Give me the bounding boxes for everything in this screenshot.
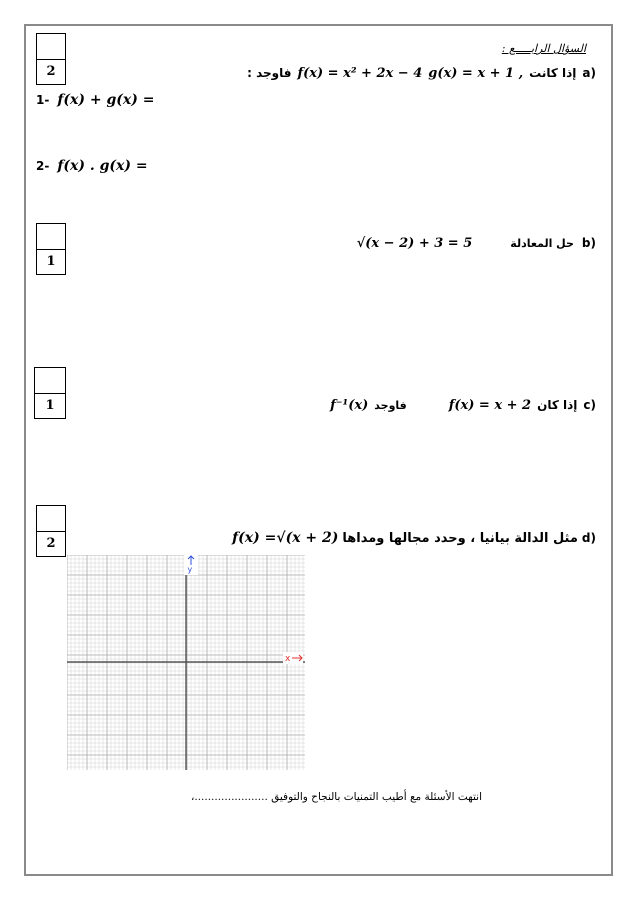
question-a-letter: a): [582, 66, 596, 80]
mark-box-b-value: 1: [46, 254, 56, 269]
x-axis-label: [283, 652, 303, 664]
question-a-f-expression: f(x) = x² + 2x − 4: [297, 66, 423, 81]
x-axis-label-text: x: [285, 654, 291, 664]
question-d-text: مثل الدالة بيانيا ، وحدد مجالها ومداها: [342, 531, 578, 546]
mark-box-a-empty: [37, 34, 65, 60]
question-a-sub1: [36, 92, 154, 108]
question-a-text: إذا كانت: [529, 66, 577, 80]
mark-box-a-value: 2: [46, 64, 56, 79]
mark-box-a: [36, 33, 66, 85]
question-c-expression: f(x) = x + 2: [448, 398, 532, 413]
question-a-sub2-expression: f(x) . g(x) =: [57, 158, 148, 174]
question-a-sub1-number: 1-: [36, 93, 50, 107]
footer-note: انتهت الأسئلة مع أطيب التمنيات بالنجاح والتوفيق ......................،: [190, 791, 482, 803]
graph-paper[interactable]: [67, 555, 305, 770]
y-axis-label-text: y: [187, 565, 193, 574]
question-heading: السؤال الرابـــــع :: [501, 42, 586, 55]
question-d-expression: f(x) =√(x + 2): [232, 530, 339, 546]
mark-box-d-value: 2: [46, 536, 56, 551]
question-a-sub2: [36, 158, 148, 174]
question-d-line: [232, 530, 596, 546]
question-b-text: حل المعادلة: [510, 237, 574, 250]
question-a-line: [247, 66, 596, 81]
mark-box-b: [36, 223, 66, 275]
mark-box-c-empty: [35, 368, 65, 394]
question-d-letter: d): [581, 531, 596, 545]
question-b-expression: √(x − 2) + 3 = 5: [356, 236, 473, 251]
mark-box-c: [34, 367, 66, 419]
mark-box-d: [36, 505, 66, 557]
question-c-inverse: f⁻¹(x): [330, 398, 369, 413]
question-c-letter: c): [583, 398, 596, 412]
y-axis-label: [184, 555, 198, 575]
question-c-line: [330, 398, 596, 413]
mark-box-c-value: 1: [45, 398, 55, 413]
mark-box-d-empty: [37, 506, 65, 532]
question-a-sub2-number: 2-: [36, 159, 50, 173]
question-a-g-expression: g(x) = x + 1 ,: [428, 66, 524, 81]
question-a-find: فاوجد :: [247, 66, 292, 80]
question-c-find: فاوجد: [374, 399, 407, 412]
mark-box-b-empty: [37, 224, 65, 250]
question-c-text: إذا كان: [537, 398, 578, 412]
question-b-line: [357, 236, 596, 251]
question-a-sub1-expression: f(x) + g(x) =: [57, 92, 155, 108]
question-b-letter: b): [581, 236, 596, 250]
